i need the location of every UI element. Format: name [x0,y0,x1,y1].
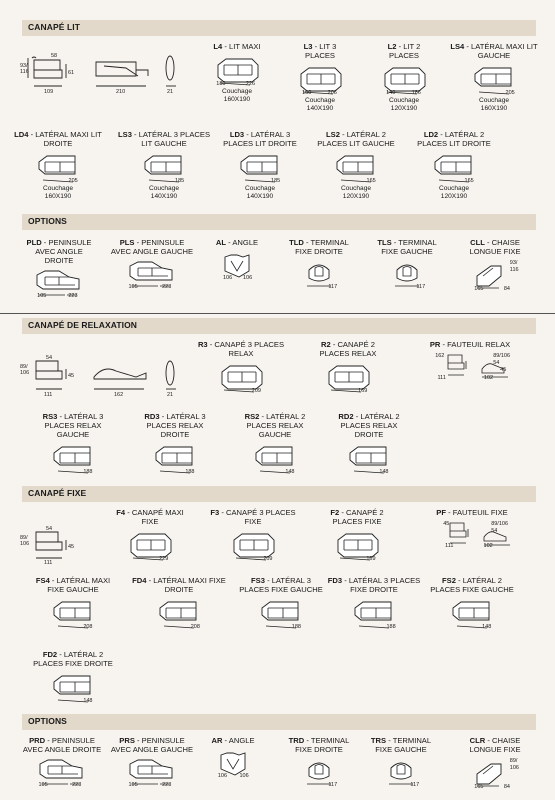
sleeping-size-label: Couchage [478,97,510,104]
dimension-label: 165 [474,286,484,292]
dim-label: 45 [68,544,75,550]
catalog-item-f3 [210,508,296,562]
dimension-label: 105 [128,782,138,788]
item-code: L2 [387,42,397,51]
dim-label: 111 [44,560,53,566]
sleeping-size-label: Couchage [388,97,420,104]
item-name: CANAPÉ 3 PLACES FIXE [225,508,296,526]
item-label: TRS - TERMINAL FIXE GAUCHE [370,736,432,754]
item-code: RD2 [338,412,354,421]
item-label: AR - ANGLE [211,736,255,745]
item-label: TLD - TERMINAL FIXE DROITE [289,238,349,256]
item-label: F2 - CANAPÉ 2 PLACES FIXE [330,508,384,526]
dimension-label: 106 [239,773,249,779]
catalog-item-ls2 [312,130,400,201]
dimension-label: 116 [509,267,519,273]
sleeping-size-label: Couchage [244,185,276,192]
dimension-label: 45 [500,367,507,373]
dimension-label: 208 [190,624,200,630]
catalog-item-ld3 [214,130,306,201]
item-label: LS3 - LATÉRAL 3 PLACES LIT GAUCHE [118,130,211,148]
dim-label: 116 [20,69,29,75]
dimension-label: 188 [386,624,396,630]
item-name: LIT MAXI [229,42,261,51]
dimension-label: 223 [68,293,78,299]
item-name: CANAPÉ 3 PLACES RELAX [214,340,285,358]
sleeping-size-value: 120X190 [342,193,370,200]
catalog-item-f4 [112,508,188,562]
item-name: LATÉRAL MAXI LIT GAUCHE [471,42,538,60]
item-name: FAUTEUIL RELAX [447,340,511,349]
catalog-item-rd2 [326,412,412,475]
catalog-item-pls [110,238,194,290]
dimension-label: 117 [328,284,338,290]
dimension-label: 165 [464,178,474,184]
item-label: FD4 - LATÉRAL MAXI FIXE DROITE [132,576,226,594]
sleeping-size-value: 140X190 [306,105,334,112]
dimension-label: 93/ [509,260,518,266]
sleeping-size-value: 120X190 [440,193,468,200]
item-name: CANAPÉ MAXI FIXE [131,508,184,526]
sleeping-size-value: 120X190 [390,105,418,112]
catalog-item-r2 [306,340,390,394]
item-code: FS2 [442,576,456,585]
sleeping-size-value: 140X190 [246,193,274,200]
dimension-label: 205 [505,90,515,96]
catalog-item-fd3 [322,576,426,630]
item-code: PRD [29,736,46,745]
item-code: RD3 [144,412,160,421]
item-name: LATÉRAL 3 PLACES LIT GAUCHE [138,130,211,148]
item-label: L2 - LIT 2 PLACES [387,42,421,60]
item-code: PR [429,340,441,349]
item-name: LATÉRAL MAXI LIT DROITE [35,130,102,148]
dimension-label: 186 [411,90,421,96]
item-name: TERMINAL FIXE DROITE [295,736,350,754]
dim-label: 106 [20,541,30,547]
dimension-label: 148 [285,469,295,475]
item-code: F2 [330,508,340,517]
item-name: CANAPÉ 2 PLACES RELAX [319,340,377,358]
item-label: PRS - PENINSULE AVEC ANGLE GAUCHE [110,736,194,754]
dimension-label: 223 [162,284,172,290]
dim-label: 21 [167,392,174,397]
dimension-label: 106 [223,275,233,281]
item-name: LATÉRAL 2 PLACES FIXE GAUCHE [430,576,514,594]
item-name: LATÉRAL 3 PLACES RELAX DROITE [146,412,206,439]
catalog-item-tls [368,238,446,290]
dimension-label: 165 [474,784,484,790]
item-code: PLD [26,238,42,247]
item-name: PENINSULE AVEC ANGLE DROITE [22,736,102,754]
item-code: PRS [119,736,135,745]
item-name: CANAPÉ 2 PLACES FIXE [332,508,384,526]
item-label: AL - ANGLE [215,238,259,247]
sleeping-size-value: 160X190 [480,105,508,112]
item-name: ANGLE [232,238,259,247]
item-name: CHAISE LONGUE FIXE [469,736,521,754]
item-label: L4 - LIT MAXI [213,42,261,51]
item-name: LATÉRAL 2 PLACES RELAX DROITE [340,412,400,439]
dimension-label: 223 [72,782,82,788]
dimension-label: 160 [302,90,312,96]
sleeping-size-label: Couchage [148,185,180,192]
item-name: LIT 2 PLACES [389,42,421,60]
dim-label: 54 [46,355,53,361]
item-label: CLR - CHAISE LONGUE FIXE [469,736,521,754]
item-code: F4 [116,508,126,517]
dimension-label: 84 [503,784,510,790]
item-name: LATÉRAL 3 PLACES LIT DROITE [223,130,297,148]
catalog-item-prs [110,736,194,788]
dimension-label: 148 [482,624,492,630]
dimension-label: 106 [243,275,253,281]
sleeping-size-label: Couchage [304,97,336,104]
catalog-item-fs4 [30,576,116,630]
dimension-label: 89/ [509,758,518,764]
dim-label: 54 [46,526,53,532]
item-label: PR - FAUTEUIL RELAX [429,340,511,349]
section-divider [0,313,555,314]
section-title: CANAPÉ FIXE [28,488,87,498]
item-name: LATÉRAL 2 PLACES RELAX GAUCHE [246,412,306,439]
catalog-item-rd3 [132,412,218,475]
catalog-item-prd [20,736,104,788]
item-name: ANGLE [228,736,255,745]
catalog-item-ld4 [14,130,102,201]
dimension-label: 226 [245,81,256,87]
sleeping-size-label: Couchage [221,88,253,95]
dim-label: 21 [167,89,174,95]
item-name: LATÉRAL MAXI FIXE GAUCHE [47,576,111,594]
catalog-item-rs3 [30,412,116,475]
dimension-label: 117 [416,284,426,290]
catalog-item-pr [412,340,528,381]
sleeping-size-label: Couchage [438,185,470,192]
item-name: CHAISE LONGUE FIXE [469,238,521,256]
item-code: TLD [289,238,304,247]
fixe-overview-drawing [18,526,88,571]
item-label: F3 - CANAPÉ 3 PLACES FIXE [210,508,296,526]
catalog-item-l2 [372,42,436,113]
item-name: FAUTEUIL FIXE [452,508,508,517]
catalog-item-al [212,238,262,281]
item-label: L3 - LIT 3 PLACES [303,42,337,60]
item-code: FD4 [132,576,147,585]
fixe-sofa-profile-icon [18,526,88,566]
dim-label: 111 [44,392,53,397]
catalog-item-l4 [200,42,274,104]
item-name: LATÉRAL 2 PLACES FIXE DROITE [33,650,113,668]
catalog-item-ar [206,736,260,779]
dimension-label: 208 [83,624,93,630]
dimension-label: 165 [366,178,376,184]
dimension-label: 105 [37,293,47,299]
item-name: LATÉRAL MAXI FIXE DROITE [153,576,226,594]
item-code: L3 [303,42,313,51]
sleeping-size-value: 160X190 [223,96,251,103]
dimension-label: 117 [410,782,420,788]
dimension-label: 89/106 [491,521,509,527]
item-label: LD4 - LATÉRAL MAXI LIT DROITE [14,130,102,148]
item-code: PLS [119,238,135,247]
item-name: LATÉRAL 3 PLACES FIXE DROITE [348,576,421,594]
catalog-item-fs3 [236,576,326,630]
dimension-label: 84 [503,286,510,292]
item-code: RS2 [244,412,260,421]
dimension-label: 111 [437,375,446,381]
item-label: FD2 - LATÉRAL 2 PLACES FIXE DROITE [33,650,113,668]
item-code: LD4 [14,130,29,139]
item-code: F3 [210,508,220,517]
item-label: F4 - CANAPÉ MAXI FIXE [116,508,184,526]
dimension-label: 111 [445,543,454,549]
item-label: RD3 - LATÉRAL 3 PLACES RELAX DROITE [144,412,206,439]
catalog-item-fd2 [30,650,116,704]
dimension-label: 54 [493,360,500,366]
lit-overview-drawing [18,52,188,101]
item-code: FD3 [327,576,343,585]
item-code: LS2 [326,130,340,139]
item-label: R2 - CANAPÉ 2 PLACES RELAX [319,340,377,358]
dimension-label: 140 [386,90,396,96]
item-label: RD2 - LATÉRAL 2 PLACES RELAX DROITE [338,412,400,439]
dimension-label: 185 [271,178,281,184]
item-label: PF - FAUTEUIL FIXE [436,508,508,517]
item-label: LD3 - LATÉRAL 3 PLACES LIT DROITE [223,130,297,148]
sleeping-size-label: Couchage [340,185,372,192]
catalog-item-trd [280,736,358,788]
dimension-label: 117 [328,782,338,788]
dimension-label: 54 [491,528,498,534]
catalog-item-f2 [318,508,396,562]
dimension-label: 106 [509,765,519,771]
item-label: LS2 - LATÉRAL 2 PLACES LIT GAUCHE [317,130,395,148]
item-code: RS3 [42,412,58,421]
dimension-label: 45 [443,521,450,527]
item-name: LATÉRAL 2 PLACES LIT DROITE [417,130,491,148]
item-label: TRD - TERMINAL FIXE DROITE [288,736,350,754]
catalog-item-cll [458,238,532,292]
item-code: FS4 [35,576,50,585]
item-code: LS3 [118,130,132,139]
dim-label: 45 [68,373,75,379]
item-name: TERMINAL FIXE GAUCHE [381,238,437,256]
dimension-label: 188 [291,624,301,630]
item-name: LIT 3 PLACES [305,42,337,60]
dimension-label: 89/106 [493,353,511,359]
dimension-label: 148 [83,698,93,704]
item-label: PLS - PENINSULE AVEC ANGLE GAUCHE [110,238,194,256]
dimension-label: 185 [175,178,185,184]
item-name: PENINSULE AVEC ANGLE DROITE [35,238,92,265]
item-code: TLS [377,238,392,247]
dim-label: 210 [116,89,126,95]
dim-label: 61 [68,70,75,76]
item-code: R3 [197,340,208,349]
catalog-item-trs [362,736,440,788]
item-code: LD3 [229,130,245,139]
section-title: OPTIONS [28,216,67,226]
item-label: RS2 - LATÉRAL 2 PLACES RELAX GAUCHE [244,412,306,439]
item-name: LATÉRAL 2 PLACES LIT GAUCHE [317,130,395,148]
dim-label: 89/ [20,535,28,541]
dimension-label: 209 [263,556,273,562]
catalog-item-clr [458,736,532,790]
dim-label: 106 [20,370,30,376]
item-label: RS3 - LATÉRAL 3 PLACES RELAX GAUCHE [42,412,104,439]
item-code: LD2 [423,130,439,139]
dimension-label: 102 [483,375,494,381]
dimension-label: 206 [327,90,337,96]
dimension-label: 209 [251,388,261,394]
dim-label: 109 [44,89,54,95]
dimension-label: 162 [435,353,445,359]
item-label: LS4 - LATÉRAL MAXI LIT GAUCHE [450,42,538,60]
item-label: PRD - PENINSULE AVEC ANGLE DROITE [22,736,102,754]
item-code: R2 [320,340,331,349]
dimension-label: 205 [68,178,78,184]
dim-label: 162 [114,392,124,397]
item-label: PLD - PENINSULE AVEC ANGLE DROITE [26,238,92,265]
item-code: AR [211,736,223,745]
section-header-canape-relaxation [22,318,536,334]
catalog-item-l3 [288,42,352,113]
item-label: CLL - CHAISE LONGUE FIXE [469,238,521,256]
item-code: CLL [470,238,485,247]
catalog-item-ld2 [410,130,498,201]
relax-overview-drawing [18,355,188,402]
section-title: OPTIONS [28,716,67,726]
item-label: FS3 - LATÉRAL 3 PLACES FIXE GAUCHE [239,576,323,594]
catalog-item-fs2 [430,576,514,630]
item-code: PF [436,508,446,517]
dimension-label: 180 [216,81,226,87]
item-label: R3 - CANAPÉ 3 PLACES RELAX [197,340,285,358]
item-name: TERMINAL FIXE GAUCHE [375,736,432,754]
sleeping-size-value: 160X190 [44,193,72,200]
sleeping-size-value: 140X190 [150,193,178,200]
catalog-item-ls3 [118,130,210,201]
catalog-item-fd4 [130,576,228,630]
catalog-item-pld [20,238,98,299]
dimension-label: 148 [379,469,389,475]
catalog-item-r3 [196,340,286,394]
item-code: TRS [370,736,387,745]
item-code: AL [215,238,227,247]
item-label: FD3 - LATÉRAL 3 PLACES FIXE DROITE [327,576,421,594]
section-header-options-fixe [22,714,536,730]
dimension-label: 105 [38,782,48,788]
catalog-item-rs2 [232,412,318,475]
item-code: FD2 [42,650,58,659]
section-title: CANAPÉ LIT [28,22,80,32]
item-name: LATÉRAL 3 PLACES RELAX GAUCHE [44,412,104,439]
catalog-item-tld [280,238,358,290]
item-name: PENINSULE AVEC ANGLE GAUCHE [110,736,194,754]
item-name: LATÉRAL 3 PLACES FIXE GAUCHE [239,576,323,594]
item-name: TERMINAL FIXE DROITE [295,238,349,256]
item-label: FS4 - LATÉRAL MAXI FIXE GAUCHE [35,576,111,594]
dimension-label: 105 [128,284,138,290]
dimension-label: 169 [358,388,368,394]
dim-label: 58 [51,53,58,59]
item-label: TLS - TERMINAL FIXE GAUCHE [377,238,437,256]
item-label: LD2 - LATÉRAL 2 PLACES LIT DROITE [417,130,491,148]
relax-sofa-profile-icon [18,355,188,397]
sofa-bed-profile-icon [18,52,188,96]
item-label: FS2 - LATÉRAL 2 PLACES FIXE GAUCHE [430,576,514,594]
dimension-label: 229 [159,556,169,562]
dimension-label: 188 [185,469,195,475]
dimension-label: 102 [483,543,493,549]
sleeping-size-label: Couchage [42,185,74,192]
item-code: LS4 [450,42,465,51]
dim-label: 93/ [20,63,28,69]
item-code: L4 [213,42,223,51]
dimension-label: 169 [366,556,376,562]
section-header-options-lit [22,214,536,230]
dimension-label: 106 [217,773,228,779]
item-name: PENINSULE AVEC ANGLE GAUCHE [110,238,194,256]
item-code: FS3 [251,576,265,585]
item-code: CLR [469,736,486,745]
section-header-canape-lit [22,20,536,36]
dim-label: 89/ [20,364,28,370]
catalog-item-ls4 [446,42,542,113]
item-code: TRD [288,736,305,745]
catalog-item-pf [424,508,520,549]
dimension-label: 223 [162,782,172,788]
dimension-label: 188 [83,469,93,475]
section-header-canape-fixe [22,486,536,502]
section-title: CANAPÉ DE RELAXATION [28,320,138,330]
